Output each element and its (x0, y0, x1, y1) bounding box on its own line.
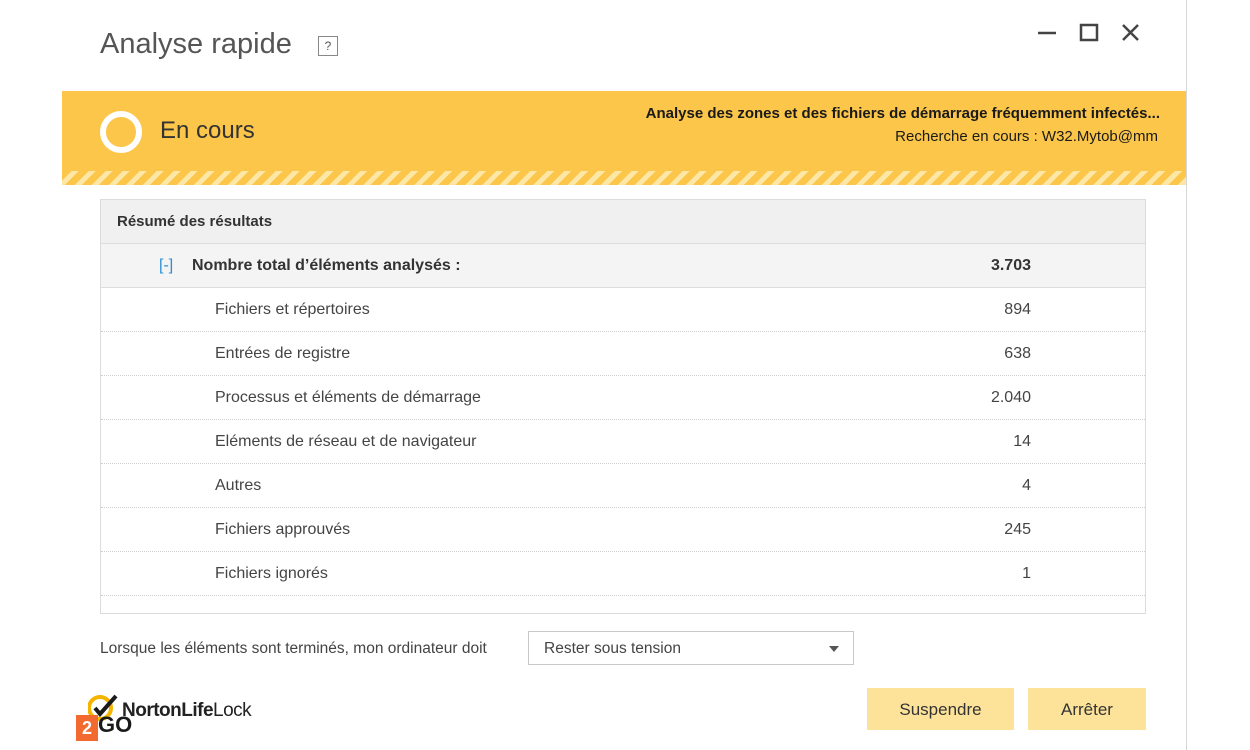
results-summary-panel[interactable] (100, 199, 1146, 614)
row-value: 894 (1004, 301, 1031, 318)
stop-button[interactable]: Arrêter (1028, 688, 1146, 730)
total-items-label: Nombre total d’éléments analysés : (192, 257, 461, 274)
completion-action-select[interactable] (528, 631, 854, 665)
completion-action-value: Rester sous tension (544, 640, 681, 657)
table-row (101, 332, 1145, 376)
nortonlifelock-logo (76, 690, 276, 746)
scan-window (62, 0, 1187, 750)
completion-action-label: Lorsque les éléments sont terminés, mon ordinateur doit (100, 640, 487, 657)
row-value: 14 (1013, 433, 1031, 450)
banner-stripes (62, 171, 1186, 185)
help-button[interactable]: ? (318, 36, 338, 56)
scan-activity-title: Analyse des zones et des fichiers de démarrage fréquemment infectés... (645, 105, 1160, 122)
close-icon[interactable] (1115, 18, 1145, 48)
maximize-icon[interactable] (1073, 18, 1103, 48)
logo-wordmark: NortonLifeLock (122, 700, 252, 721)
table-row (101, 420, 1145, 464)
chevron-down-icon (829, 646, 839, 652)
total-items-row (101, 244, 1145, 288)
minimize-icon[interactable] (1032, 18, 1062, 48)
window-title: Analyse rapide (100, 28, 292, 60)
table-row (101, 552, 1145, 596)
row-value: 638 (1004, 345, 1031, 362)
row-label: Autres (215, 477, 262, 494)
logo-badge-number: 2 (76, 715, 98, 741)
row-label: Entrées de registre (215, 345, 351, 362)
table-row (101, 376, 1145, 420)
total-items-value: 3.703 (990, 257, 1031, 274)
row-label: Fichiers ignorés (215, 565, 328, 582)
scan-status: En cours (160, 117, 255, 144)
status-banner (62, 91, 1186, 185)
row-value: 245 (1004, 521, 1031, 538)
suspend-button[interactable]: Suspendre (867, 688, 1014, 730)
row-value: 4 (1022, 477, 1031, 494)
row-value: 1 (1022, 565, 1031, 582)
row-label: Processus et éléments de démarrage (215, 389, 481, 406)
progress-ring-icon (100, 111, 142, 153)
table-row (101, 288, 1145, 332)
results-summary-header: Résumé des résultats (101, 200, 1145, 244)
row-value: 2.040 (990, 389, 1031, 406)
collapse-toggle[interactable]: [-] (159, 257, 174, 274)
row-label: Fichiers et répertoires (215, 301, 370, 318)
scan-activity-subtitle: Recherche en cours : W32.Mytob@mm (895, 128, 1158, 145)
row-label: Fichiers approuvés (215, 521, 351, 538)
logo-badge-go: GO (98, 712, 133, 737)
table-row (101, 464, 1145, 508)
row-label: Eléments de réseau et de navigateur (215, 433, 477, 450)
table-row (101, 508, 1145, 552)
